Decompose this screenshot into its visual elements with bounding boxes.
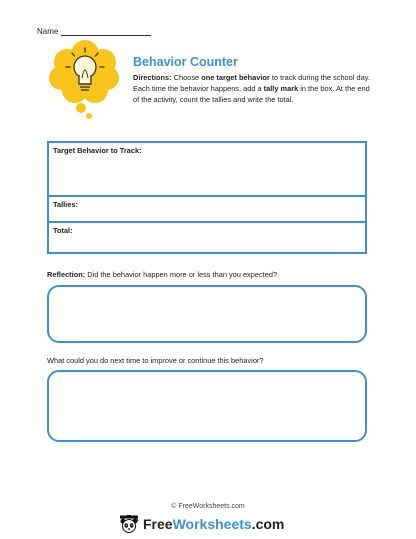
worksheet-title: Behavior Counter bbox=[133, 55, 238, 69]
footer-url[interactable]: © FreeWorksheets.com bbox=[171, 503, 245, 510]
total-label: Total: bbox=[53, 226, 73, 235]
total-row[interactable] bbox=[49, 223, 365, 252]
reflection-answer-box[interactable] bbox=[47, 285, 367, 343]
lightbulb-icon bbox=[45, 40, 127, 120]
directions-bold-2: tally mark bbox=[263, 84, 299, 93]
directions-text-1: Choose bbox=[171, 73, 202, 82]
tallies-row[interactable] bbox=[49, 197, 365, 223]
directions-label: Directions: bbox=[133, 73, 172, 82]
improvement-question: What could you do next time to improve or continue this behavior? bbox=[47, 356, 264, 365]
brand-free: Free bbox=[143, 516, 173, 532]
directions-text-2: to track during the school day. Each time the behavior happens, add a bbox=[133, 73, 370, 93]
behavior-table bbox=[47, 141, 367, 254]
tallies-label: Tallies: bbox=[53, 200, 78, 209]
name-line[interactable] bbox=[61, 27, 151, 36]
name-field bbox=[37, 27, 151, 36]
directions-bold-1: one target behavior bbox=[201, 73, 270, 82]
reflection-question-text: Did the behavior happen more or less than you expected? bbox=[85, 270, 278, 279]
directions-text bbox=[133, 72, 373, 105]
target-behavior-row[interactable] bbox=[49, 143, 365, 197]
reflection-label: Reflection: bbox=[47, 270, 86, 279]
target-behavior-label: Target Behavior to Track: bbox=[53, 146, 142, 155]
brand-name bbox=[143, 516, 284, 532]
improvement-answer-box[interactable] bbox=[47, 370, 367, 442]
footer-logo bbox=[118, 515, 284, 533]
name-label: Name bbox=[37, 27, 59, 36]
reflection-question bbox=[47, 270, 277, 279]
brand-com: .com bbox=[251, 516, 285, 532]
brand-worksheets: Worksheets bbox=[172, 516, 252, 532]
directions-text-3: in the box. At the end of the activity, count the tallies and write the total. bbox=[133, 84, 370, 104]
panda-logo-icon bbox=[118, 515, 140, 533]
